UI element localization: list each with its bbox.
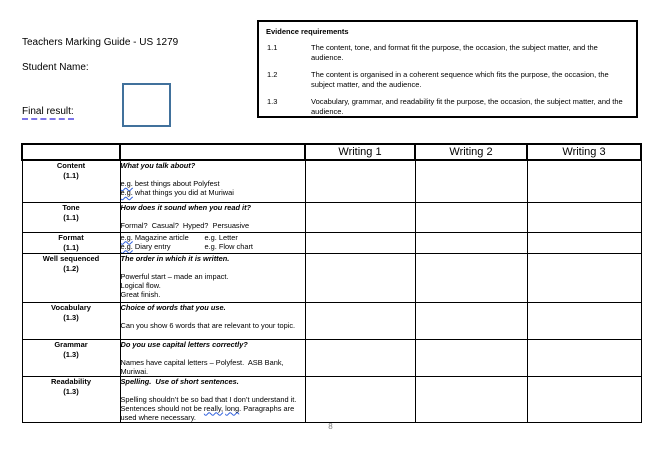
description-cell [120,202,305,232]
final-result-label [22,106,74,117]
score-cell-well-sequenced-writing-2 [415,253,527,302]
column-header-writing-1: Writing 1 [305,144,415,160]
table-row-format [22,232,641,253]
description-header-cell [120,144,305,160]
criterion-cell [22,376,120,422]
score-cell-well-sequenced-writing-1 [305,253,415,302]
description-cell [120,232,305,253]
criteria-line: Great finish. [120,289,161,299]
criteria-text: Names have capital letters – Polyfest. ASB Bank, Muriwai. [120,357,286,376]
criteria-text: Spelling shouldn’t be so bad that I don’t understand it. Sentences should not be really, long. Paragraphs are used where necessary. [120,394,301,422]
score-cell-format-writing-1 [305,232,415,253]
evidence-item-text: Vocabulary, grammar, and readability fit the purpose, the occasion, the subject matter, and the audience. [311,97,623,116]
table-row-readability [22,376,641,422]
example-line: e.g. best things about Polyfest [120,179,220,188]
final-result-box [122,83,171,127]
document-title: Teachers Marking Guide - US 1279 [22,37,179,48]
criterion-cell [22,202,120,232]
description-cell [120,302,305,339]
table-row-vocabulary [22,302,641,339]
example-line: e.g. Diary entry e.g. Flow chart [120,241,253,251]
description-cell [120,160,305,202]
marking-table [21,143,642,423]
criterion-code: (1.1) [63,212,79,222]
criterion-code: (1.3) [63,386,79,396]
score-cell-grammar-writing-1 [305,339,415,376]
criterion-cell [22,160,120,202]
criterion-cell [22,339,120,376]
evidence-item-1-3 [265,97,630,116]
criterion-code: (1.2) [63,263,79,273]
criterion-code: (1.3) [63,312,79,322]
table-row-grammar [22,339,641,376]
score-cell-tone-writing-1 [305,202,415,232]
criterion-code: (1.1) [63,171,79,180]
score-cell-readability-writing-3 [527,376,641,422]
score-cell-content-writing-2 [415,160,527,202]
evidence-item-code: 1.3 [267,97,278,106]
evidence-item-code: 1.1 [267,43,278,52]
evidence-item-text: The content is organised in a coherent sequence which fits the purpose, the occasion, the subject matter, and the audience. [311,70,609,89]
criterion-label: Well sequenced [42,253,100,263]
description-cell [120,376,305,422]
criterion-cell [22,232,120,253]
criterion-label: Content [56,161,86,170]
criteria-text: Can you show 6 words that are relevant to your topic. [120,320,296,330]
evidence-item-1-1 [265,43,630,62]
description-cell [120,253,305,302]
criterion-label: Readability [50,376,91,386]
table-row-well-sequenced [22,253,641,302]
score-cell-tone-writing-2 [415,202,527,232]
evidence-item-text: The content, tone, and format fit the purpose, the occasion, the subject matter, and the audience. [311,43,598,62]
evidence-item-code: 1.2 [267,70,278,79]
row-question: What you talk about? [120,161,196,170]
final-result-label-text: Final result: [22,106,74,120]
criterion-label: Tone [62,202,80,212]
table-row-tone [22,202,641,232]
criterion-label: Format [58,232,84,242]
score-cell-vocabulary-writing-2 [415,302,527,339]
score-cell-tone-writing-3 [527,202,641,232]
page-number: 8 [328,422,333,431]
score-cell-grammar-writing-2 [415,339,527,376]
row-question: Spelling. Use of short sentences. [120,376,239,386]
criterion-code: (1.1) [63,242,79,252]
score-cell-grammar-writing-3 [527,339,641,376]
score-cell-content-writing-3 [527,160,641,202]
row-question: How does it sound when you read it? [120,202,252,212]
score-cell-vocabulary-writing-1 [305,302,415,339]
score-cell-content-writing-1 [305,160,415,202]
row-question: Do you use capital letters correctly? [120,339,248,349]
evidence-requirements-box [257,20,638,118]
criterion-header-cell [22,144,120,160]
row-question: Choice of words that you use. [120,302,226,312]
evidence-item-1-2 [265,70,630,89]
column-header-writing-2: Writing 2 [415,144,527,160]
criterion-cell [22,302,120,339]
student-name-label: Student Name: [22,62,89,73]
score-cell-format-writing-3 [527,232,641,253]
row-question: The order in which it is written. [120,253,230,263]
tone-options: Formal? Casual? Hyped? Persuasive [120,220,250,230]
description-cell [120,339,305,376]
criterion-label: Grammar [54,339,88,349]
criteria-line: Logical flow. [120,280,161,290]
score-cell-readability-writing-1 [305,376,415,422]
criterion-label: Vocabulary [51,302,91,312]
criterion-cell [22,253,120,302]
column-header-writing-3: Writing 3 [527,144,641,160]
example-line: e.g. Magazine article e.g. Letter [120,232,238,242]
table-row-content [22,160,641,202]
table-header-row [22,144,641,160]
criterion-code: (1.3) [63,349,79,359]
score-cell-vocabulary-writing-3 [527,302,641,339]
example-line: e.g. what things you did at Muriwai [120,188,234,197]
score-cell-well-sequenced-writing-3 [527,253,641,302]
criteria-line: Powerful start – made an impact. [120,271,229,281]
score-cell-format-writing-2 [415,232,527,253]
score-cell-readability-writing-2 [415,376,527,422]
evidence-requirements-title: Evidence requirements [266,27,349,36]
